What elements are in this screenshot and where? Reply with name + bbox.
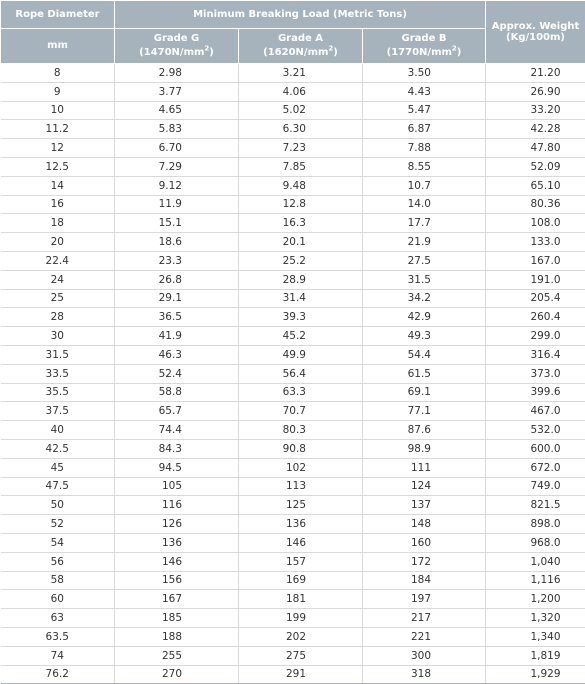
grade-g-cell: 23.3 xyxy=(115,251,239,270)
grade-b-cell: 4.43 xyxy=(363,82,486,101)
grade-b-cell: 69.1 xyxy=(363,383,486,402)
grade-a-cell: 49.9 xyxy=(239,345,363,364)
rope-diameter-cell: 74 xyxy=(1,646,115,665)
weight-cell: 47.80 xyxy=(486,139,585,158)
table-row xyxy=(1,270,585,289)
rope-diameter-cell: 24 xyxy=(1,270,115,289)
rope-diameter-cell: 45 xyxy=(1,458,115,477)
weight-cell: 399.6 xyxy=(486,383,585,402)
rope-diameter-cell: 60 xyxy=(1,590,115,609)
approx-weight-label: Approx. Weight xyxy=(486,21,585,32)
weight-cell: 26.90 xyxy=(486,82,585,101)
table-row xyxy=(1,458,585,477)
grade-b-cell: 34.2 xyxy=(363,289,486,308)
weight-cell: 1,200 xyxy=(486,590,585,609)
grade-a-cell: 136 xyxy=(239,515,363,534)
grade-a-cell: 4.06 xyxy=(239,82,363,101)
table-row xyxy=(1,64,585,83)
grade-g-cell: 58.8 xyxy=(115,383,239,402)
table-row xyxy=(1,515,585,534)
weight-cell: 33.20 xyxy=(486,101,585,120)
weight-cell: 133.0 xyxy=(486,233,585,252)
grade-b-cell: 184 xyxy=(363,571,486,590)
table-row xyxy=(1,139,585,158)
grade-a-cell: 7.85 xyxy=(239,157,363,176)
table-row xyxy=(1,571,585,590)
table-row xyxy=(1,421,585,440)
rope-diameter-cell: 50 xyxy=(1,496,115,515)
grade-g-cell: 116 xyxy=(115,496,239,515)
grade-a-cell: 80.3 xyxy=(239,421,363,440)
rope-diameter-cell: 12.5 xyxy=(1,157,115,176)
table-row xyxy=(1,327,585,346)
grade-g-cell: 29.1 xyxy=(115,289,239,308)
weight-cell: 316.4 xyxy=(486,345,585,364)
table-row xyxy=(1,646,585,665)
weight-cell: 898.0 xyxy=(486,515,585,534)
grade-b-cell: 87.6 xyxy=(363,421,486,440)
mbl-header: Minimum Breaking Load (Metric Tons) xyxy=(115,1,486,29)
rope-diameter-cell: 40 xyxy=(1,421,115,440)
weight-cell: 80.36 xyxy=(486,195,585,214)
table-row xyxy=(1,364,585,383)
grade-g-cell: 167 xyxy=(115,590,239,609)
weight-cell: 968.0 xyxy=(486,533,585,552)
rope-diameter-cell: 16 xyxy=(1,195,115,214)
weight-cell: 672.0 xyxy=(486,458,585,477)
weight-cell: 260.4 xyxy=(486,308,585,327)
grade-a-cell: 125 xyxy=(239,496,363,515)
weight-cell: 52.09 xyxy=(486,157,585,176)
grade-b-header xyxy=(363,29,486,64)
rope-diameter-cell: 8 xyxy=(1,64,115,83)
grade-g-cell: 26.8 xyxy=(115,270,239,289)
weight-cell: 749.0 xyxy=(486,477,585,496)
grade-a-cell: 102 xyxy=(239,458,363,477)
rope-diameter-cell: 63 xyxy=(1,609,115,628)
grade-b-cell: 14.0 xyxy=(363,195,486,214)
weight-cell: 108.0 xyxy=(486,214,585,233)
grade-b-cell: 31.5 xyxy=(363,270,486,289)
weight-cell: 1,819 xyxy=(486,646,585,665)
weight-cell: 205.4 xyxy=(486,289,585,308)
grade-b-cell: 17.7 xyxy=(363,214,486,233)
grade-g-cell: 136 xyxy=(115,533,239,552)
grade-b-cell: 10.7 xyxy=(363,176,486,195)
grade-b-cell: 54.4 xyxy=(363,345,486,364)
table-row xyxy=(1,496,585,515)
grade-a-label: Grade A xyxy=(239,32,362,46)
grade-g-header xyxy=(115,29,239,64)
grade-b-cell: 160 xyxy=(363,533,486,552)
grade-a-cell: 181 xyxy=(239,590,363,609)
table-row xyxy=(1,251,585,270)
rope-diameter-cell: 18 xyxy=(1,214,115,233)
table-body xyxy=(1,64,585,684)
grade-a-cell: 3.21 xyxy=(239,64,363,83)
approx-weight-unit: (Kg/100m) xyxy=(486,32,585,43)
grade-g-cell: 156 xyxy=(115,571,239,590)
grade-b-cell: 300 xyxy=(363,646,486,665)
table-row xyxy=(1,402,585,421)
grade-b-cell: 7.88 xyxy=(363,139,486,158)
grade-b-cell: 217 xyxy=(363,609,486,628)
grade-a-cell: 28.9 xyxy=(239,270,363,289)
rope-diameter-cell: 30 xyxy=(1,327,115,346)
grade-g-cell: 146 xyxy=(115,552,239,571)
grade-g-cell: 270 xyxy=(115,665,239,684)
rope-diameter-cell: 56 xyxy=(1,552,115,571)
rope-diameter-cell: 58 xyxy=(1,571,115,590)
grade-g-cell: 4.65 xyxy=(115,101,239,120)
grade-a-cell: 20.1 xyxy=(239,233,363,252)
grade-g-cell: 36.5 xyxy=(115,308,239,327)
rope-diameter-cell: 12 xyxy=(1,139,115,158)
weight-cell: 821.5 xyxy=(486,496,585,515)
grade-g-cell: 94.5 xyxy=(115,458,239,477)
grade-b-cell: 318 xyxy=(363,665,486,684)
table-row xyxy=(1,590,585,609)
grade-g-cell: 126 xyxy=(115,515,239,534)
grade-b-cell: 42.9 xyxy=(363,308,486,327)
grade-g-cell: 18.6 xyxy=(115,233,239,252)
table-row xyxy=(1,665,585,684)
grade-b-cell: 98.9 xyxy=(363,439,486,458)
grade-g-cell: 6.70 xyxy=(115,139,239,158)
weight-cell: 65.10 xyxy=(486,176,585,195)
rope-diameter-cell: 63.5 xyxy=(1,627,115,646)
weight-cell: 532.0 xyxy=(486,421,585,440)
grade-b-cell: 21.9 xyxy=(363,233,486,252)
table-row xyxy=(1,345,585,364)
grade-a-cell: 39.3 xyxy=(239,308,363,327)
rope-diameter-cell: 52 xyxy=(1,515,115,534)
rope-diameter-cell: 35.5 xyxy=(1,383,115,402)
rope-diameter-cell: 25 xyxy=(1,289,115,308)
approx-weight-header xyxy=(486,1,585,64)
grade-g-unit: $(1470N/mm^2)$ xyxy=(115,46,238,60)
grade-a-cell: 6.30 xyxy=(239,120,363,139)
grade-a-cell: 45.2 xyxy=(239,327,363,346)
grade-b-label: Grade B xyxy=(363,32,485,46)
rope-diameter-cell: 76.2 xyxy=(1,665,115,684)
grade-g-cell: 11.9 xyxy=(115,195,239,214)
grade-a-cell: 5.02 xyxy=(239,101,363,120)
table-row xyxy=(1,627,585,646)
grade-a-cell: 63.3 xyxy=(239,383,363,402)
rope-diameter-cell: 11.2 xyxy=(1,120,115,139)
rope-diameter-cell: 28 xyxy=(1,308,115,327)
weight-cell: 1,116 xyxy=(486,571,585,590)
table-row xyxy=(1,477,585,496)
grade-a-cell: 199 xyxy=(239,609,363,628)
rope-diameter-cell: 31.5 xyxy=(1,345,115,364)
table-row xyxy=(1,533,585,552)
grade-b-cell: 77.1 xyxy=(363,402,486,421)
rope-diameter-cell: 10 xyxy=(1,101,115,120)
rope-diameter-cell: 42.5 xyxy=(1,439,115,458)
grade-a-header xyxy=(239,29,363,64)
grade-g-cell: 46.3 xyxy=(115,345,239,364)
grade-a-cell: 146 xyxy=(239,533,363,552)
grade-a-cell: 56.4 xyxy=(239,364,363,383)
grade-g-cell: 9.12 xyxy=(115,176,239,195)
grade-b-cell: 137 xyxy=(363,496,486,515)
table-row xyxy=(1,552,585,571)
grade-g-cell: 105 xyxy=(115,477,239,496)
table-row xyxy=(1,308,585,327)
grade-b-cell: 197 xyxy=(363,590,486,609)
weight-cell: 299.0 xyxy=(486,327,585,346)
rope-diameter-header: Rope Diameter xyxy=(1,1,115,29)
grade-g-cell: 41.9 xyxy=(115,327,239,346)
grade-a-cell: 291 xyxy=(239,665,363,684)
grade-g-cell: 84.3 xyxy=(115,439,239,458)
grade-a-cell: 113 xyxy=(239,477,363,496)
table-row xyxy=(1,101,585,120)
table-header xyxy=(1,1,585,64)
table-row xyxy=(1,214,585,233)
grade-a-cell: 16.3 xyxy=(239,214,363,233)
weight-cell: 600.0 xyxy=(486,439,585,458)
grade-g-cell: 65.7 xyxy=(115,402,239,421)
grade-b-cell: 27.5 xyxy=(363,251,486,270)
table-row xyxy=(1,289,585,308)
grade-b-cell: 172 xyxy=(363,552,486,571)
table-row xyxy=(1,195,585,214)
table-row xyxy=(1,233,585,252)
grade-b-cell: 49.3 xyxy=(363,327,486,346)
grade-g-cell: 188 xyxy=(115,627,239,646)
rope-diameter-cell: 54 xyxy=(1,533,115,552)
grade-a-cell: 90.8 xyxy=(239,439,363,458)
table-row xyxy=(1,82,585,101)
weight-cell: 1,340 xyxy=(486,627,585,646)
weight-cell: 1,040 xyxy=(486,552,585,571)
weight-cell: 1,320 xyxy=(486,609,585,628)
grade-g-cell: 3.77 xyxy=(115,82,239,101)
rope-diameter-cell: 33.5 xyxy=(1,364,115,383)
weight-cell: 42.28 xyxy=(486,120,585,139)
grade-a-cell: 25.2 xyxy=(239,251,363,270)
grade-g-cell: 2.98 xyxy=(115,64,239,83)
grade-g-cell: 5.83 xyxy=(115,120,239,139)
grade-b-cell: 148 xyxy=(363,515,486,534)
grade-a-cell: 7.23 xyxy=(239,139,363,158)
grade-g-cell: 74.4 xyxy=(115,421,239,440)
grade-a-cell: 12.8 xyxy=(239,195,363,214)
table-row xyxy=(1,157,585,176)
grade-a-unit: $(1620N/mm^2)$ xyxy=(239,46,362,60)
grade-a-cell: 275 xyxy=(239,646,363,665)
table-row xyxy=(1,383,585,402)
grade-b-cell: 6.87 xyxy=(363,120,486,139)
grade-a-cell: 9.48 xyxy=(239,176,363,195)
grade-b-cell: 5.47 xyxy=(363,101,486,120)
grade-g-cell: 15.1 xyxy=(115,214,239,233)
grade-g-cell: 185 xyxy=(115,609,239,628)
grade-g-cell: 255 xyxy=(115,646,239,665)
weight-cell: 467.0 xyxy=(486,402,585,421)
grade-g-cell: 7.29 xyxy=(115,157,239,176)
grade-a-cell: 157 xyxy=(239,552,363,571)
grade-g-label: Grade G xyxy=(115,32,238,46)
rope-diameter-cell: 20 xyxy=(1,233,115,252)
weight-cell: 1,929 xyxy=(486,665,585,684)
grade-b-cell: 8.55 xyxy=(363,157,486,176)
rope-diameter-cell: 14 xyxy=(1,176,115,195)
grade-g-cell: 52.4 xyxy=(115,364,239,383)
weight-cell: 373.0 xyxy=(486,364,585,383)
grade-b-cell: 221 xyxy=(363,627,486,646)
grade-b-unit: $(1770N/mm^2)$ xyxy=(363,46,485,60)
weight-cell: 21.20 xyxy=(486,64,585,83)
rope-diameter-cell: 22.4 xyxy=(1,251,115,270)
table-row xyxy=(1,120,585,139)
grade-a-cell: 31.4 xyxy=(239,289,363,308)
grade-a-cell: 169 xyxy=(239,571,363,590)
grade-b-cell: 3.50 xyxy=(363,64,486,83)
grade-b-cell: 61.5 xyxy=(363,364,486,383)
weight-cell: 167.0 xyxy=(486,251,585,270)
grade-b-cell: 124 xyxy=(363,477,486,496)
rope-diameter-cell: 37.5 xyxy=(1,402,115,421)
table-row xyxy=(1,176,585,195)
rope-diameter-cell: 9 xyxy=(1,82,115,101)
rope-diameter-cell: 47.5 xyxy=(1,477,115,496)
weight-cell: 191.0 xyxy=(486,270,585,289)
table-row xyxy=(1,609,585,628)
grade-a-cell: 202 xyxy=(239,627,363,646)
table-row xyxy=(1,439,585,458)
mm-header: mm xyxy=(1,29,115,64)
grade-a-cell: 70.7 xyxy=(239,402,363,421)
grade-b-cell: 111 xyxy=(363,458,486,477)
